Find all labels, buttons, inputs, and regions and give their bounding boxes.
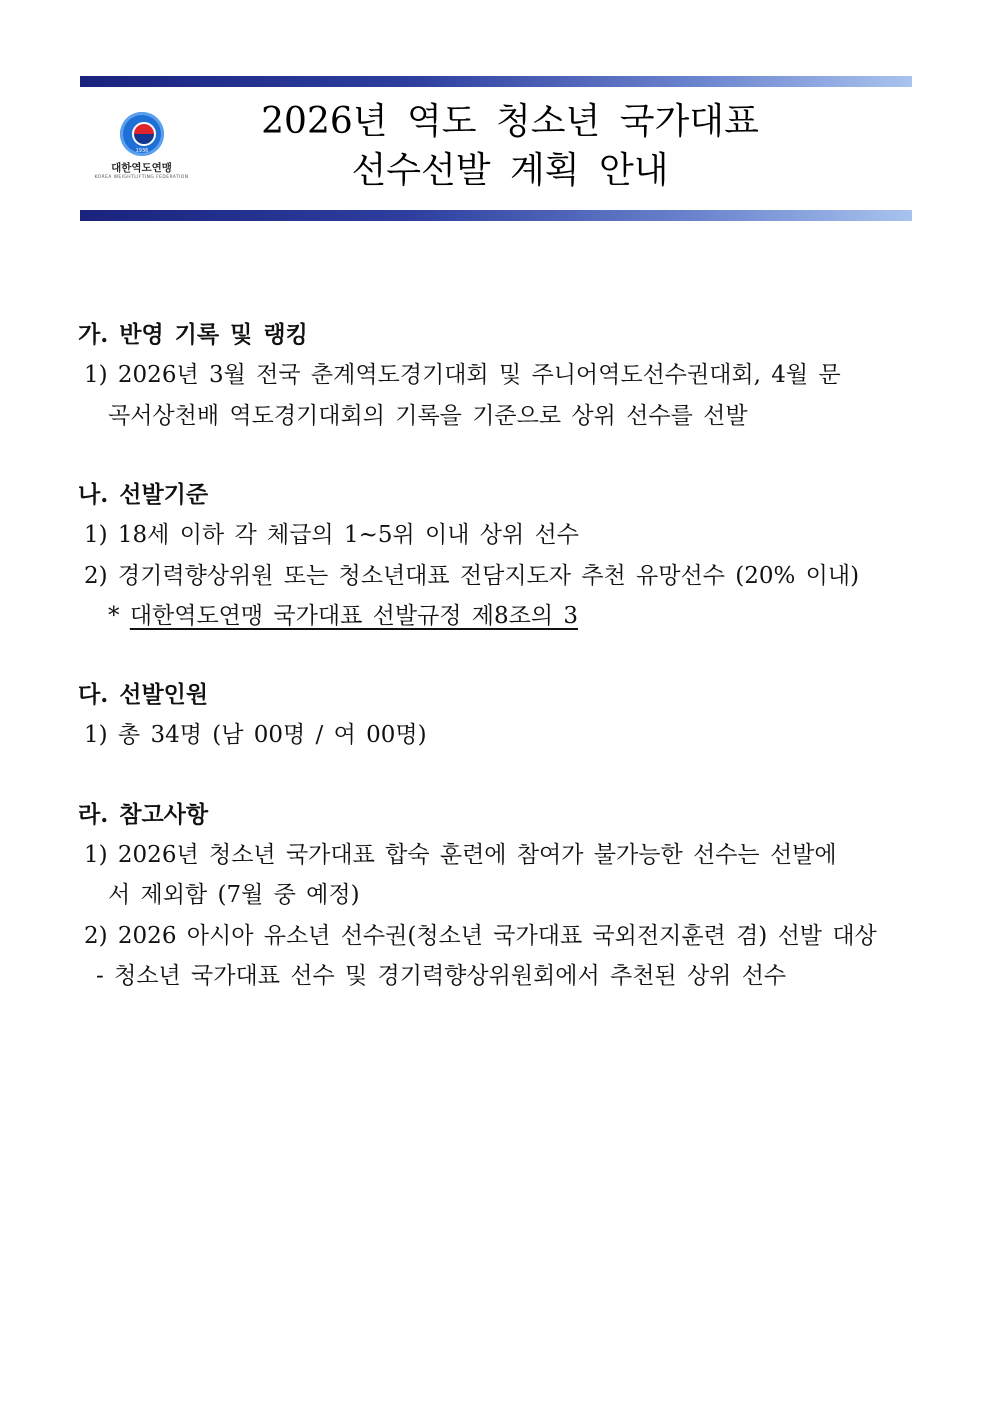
section-na-note (108, 597, 578, 630)
section-na-item-2: 2) 경기력향상위원 또는 청소년대표 전담지도자 추천 유망선수 (20% 이내) (84, 563, 860, 589)
section-heading-da: 다. 선발인원 (78, 681, 209, 708)
header-top-bar (80, 76, 912, 87)
section-ra-item-2-sub: - 청소년 국가대표 선수 및 경기력향상위원회에서 추천된 상위 선수 (96, 963, 787, 989)
taegeuk-icon (132, 122, 156, 146)
federation-logo (84, 108, 199, 188)
section-ra-item-2: 2) 2026 아시아 유소년 선수권(청소년 국가대표 국외전지훈련 겸) 선발 대상 (84, 923, 877, 949)
document-title-line-1: 2026년 역도 청소년 국가대표 (261, 101, 759, 142)
header-bottom-bar (80, 210, 912, 221)
logo-year: 1936 (135, 148, 149, 154)
section-ra-item-1-line-1: 1) 2026년 청소년 국가대표 합숙 훈련에 참여가 불가능한 선수는 선발에 (84, 842, 837, 868)
section-heading-na: 나. 선발기준 (78, 481, 209, 508)
regulation-reference: 대한역도연맹 국가대표 선발규정 제8조의 3 (129, 603, 579, 629)
section-heading-ga: 가. 반영 기록 및 랭킹 (78, 321, 308, 348)
document-title-line-2: 선수선발 계획 안내 (351, 150, 669, 191)
federation-emblem-icon (120, 112, 164, 156)
section-ga-item-1-line-2: 곡서상천배 역도경기대회의 기록을 기준으로 상위 선수를 선발 (108, 403, 748, 429)
section-na-item-1: 1) 18세 이하 각 체급의 1~5위 이내 상위 선수 (84, 522, 579, 548)
section-ra-item-1-line-2: 서 제외함 (7월 중 예정) (108, 882, 360, 908)
logo-subtitle: KOREA WEIGHTLIFTING FEDERATION (94, 175, 189, 180)
note-asterisk: * (108, 603, 120, 629)
logo-name: 대한역도연맹 (111, 162, 172, 174)
section-da-item-1: 1) 총 34명 (남 00명 / 여 00명) (84, 722, 427, 748)
section-ga-item-1-line-1: 1) 2026년 3월 전국 춘계역도경기대회 및 주니어역도선수권대회, 4월 문 (84, 362, 841, 388)
section-heading-ra: 라. 참고사항 (78, 801, 209, 828)
